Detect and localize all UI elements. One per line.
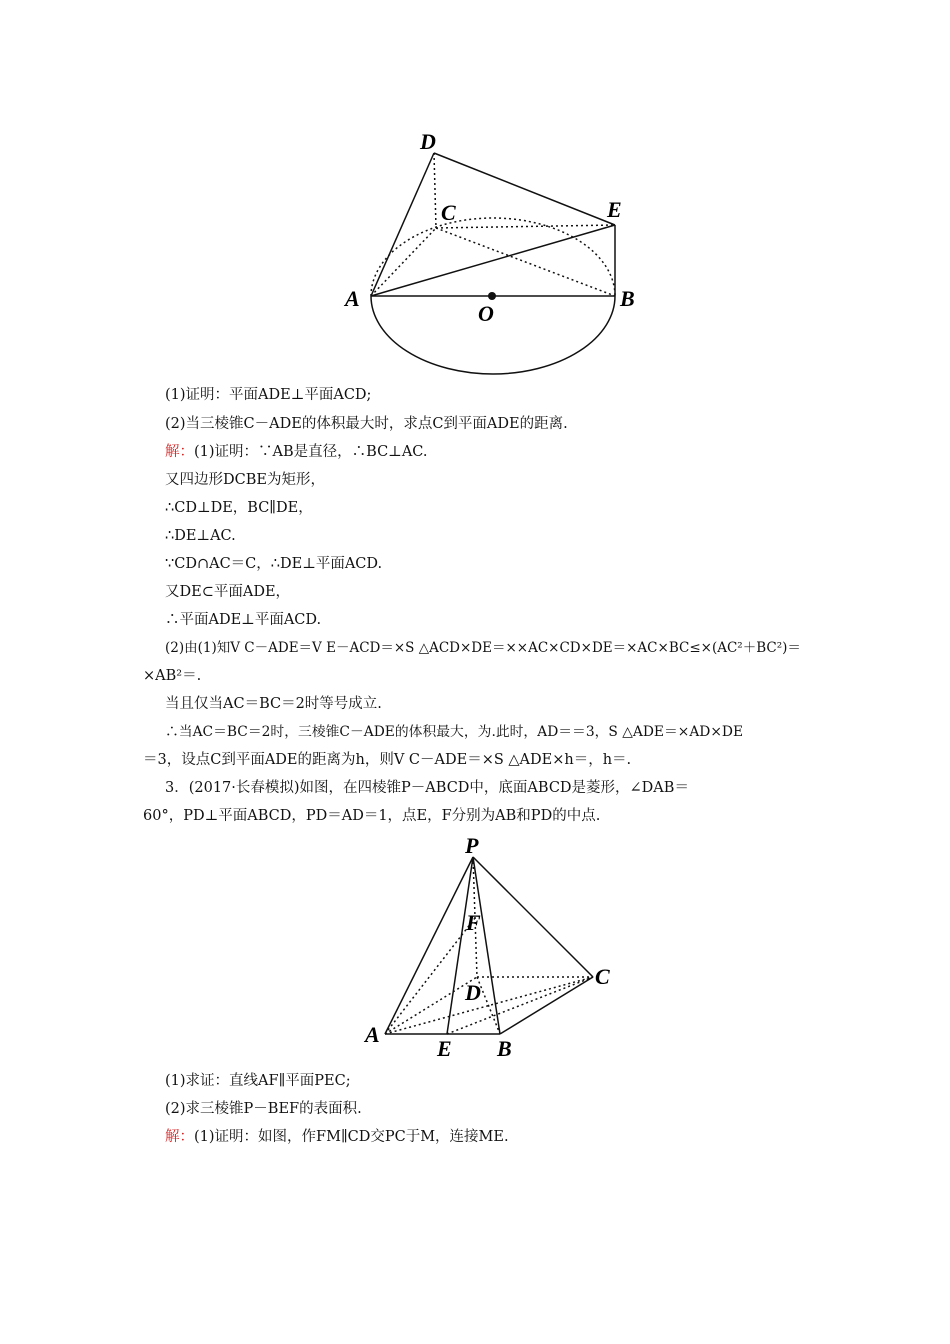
- label-A: A: [345, 286, 360, 311]
- label-B: B: [620, 286, 635, 311]
- edge-PC: [473, 857, 593, 977]
- question-3-part-1: (1)求证：直线AF∥平面PEC;: [165, 1073, 351, 1089]
- solution-1-line-8: (2)由(1)知V C－ADE＝V E－ACD＝×S △ACD×DE＝××AC×CD×DE＝×AC×BC≤×(AC²＋BC²)＝: [165, 640, 801, 656]
- label-F: F: [466, 910, 481, 935]
- solution-1-line-11: ∴当AC＝BC＝2时，三棱锥C－ADE的体积最大，为.此时，AD＝＝3，S △ADE＝×AD×DE: [165, 724, 744, 740]
- problem-3-line-2: 60°，PD⊥平面ABCD，PD＝AD＝1，点E，F分别为AB和PD的中点.: [143, 808, 601, 824]
- solution-1-line-5: ∵CD∩AC＝C，∴DE⊥平面ACD.: [165, 556, 383, 572]
- solution-1-first-line: [165, 442, 427, 462]
- solution-1-line-3: ∴CD⊥DE，BC∥DE，: [165, 500, 313, 516]
- label-P: P: [465, 833, 479, 858]
- label-D: D: [465, 980, 481, 1005]
- solution-label: 解：: [165, 1129, 194, 1145]
- label-E: E: [437, 1036, 452, 1061]
- label-A: A: [365, 1022, 380, 1047]
- label-D: D: [420, 129, 436, 154]
- edge-PB: [473, 857, 500, 1034]
- solution-1-line-12: ＝3，设点C到平面ADE的距离为h，则V C－ADE＝×S △ADE×h＝，h＝.: [143, 752, 632, 768]
- solution-1-line-4: ∴DE⊥AC.: [165, 528, 236, 544]
- solution-3-proof-start: (1)证明：如图，作FM∥CD交PC于M，连接ME.: [194, 1129, 509, 1145]
- edge-BC: [500, 977, 593, 1034]
- figure-pyramid: [355, 832, 625, 1062]
- label-C: C: [441, 200, 456, 225]
- label-O: O: [478, 301, 494, 326]
- solution-1-line-6: 又DE⊂平面ADE，: [165, 584, 291, 600]
- solution-1-line-7: ∴平面ADE⊥平面ACD.: [165, 612, 322, 628]
- question-3-part-2: (2)求三棱锥P－BEF的表面积.: [165, 1101, 362, 1117]
- question-1-part-1: (1)证明：平面ADE⊥平面ACD;: [165, 387, 372, 403]
- solution-1-line-10: 当且仅当AC＝BC＝2时等号成立.: [165, 696, 382, 712]
- figure-2-svg: [355, 832, 625, 1062]
- label-E: E: [607, 197, 622, 222]
- label-B: B: [497, 1036, 512, 1061]
- label-C: C: [595, 964, 610, 989]
- solution-1-line-9: ×AB²＝.: [143, 668, 202, 684]
- solution-1-proof-start: (1)证明：∵AB是直径，∴BC⊥AC.: [194, 444, 428, 460]
- problem-3-line-1: 3．(2017·长春模拟)如图，在四棱锥P－ABCD中，底面ABCD是菱形，∠DAB＝: [165, 780, 689, 796]
- solution-label: 解：: [165, 444, 194, 460]
- question-1-part-2: (2)当三棱锥C－ADE的体积最大时，求点C到平面ADE的距离.: [165, 416, 568, 432]
- solution-1-line-2: 又四边形DCBE为矩形，: [165, 472, 325, 488]
